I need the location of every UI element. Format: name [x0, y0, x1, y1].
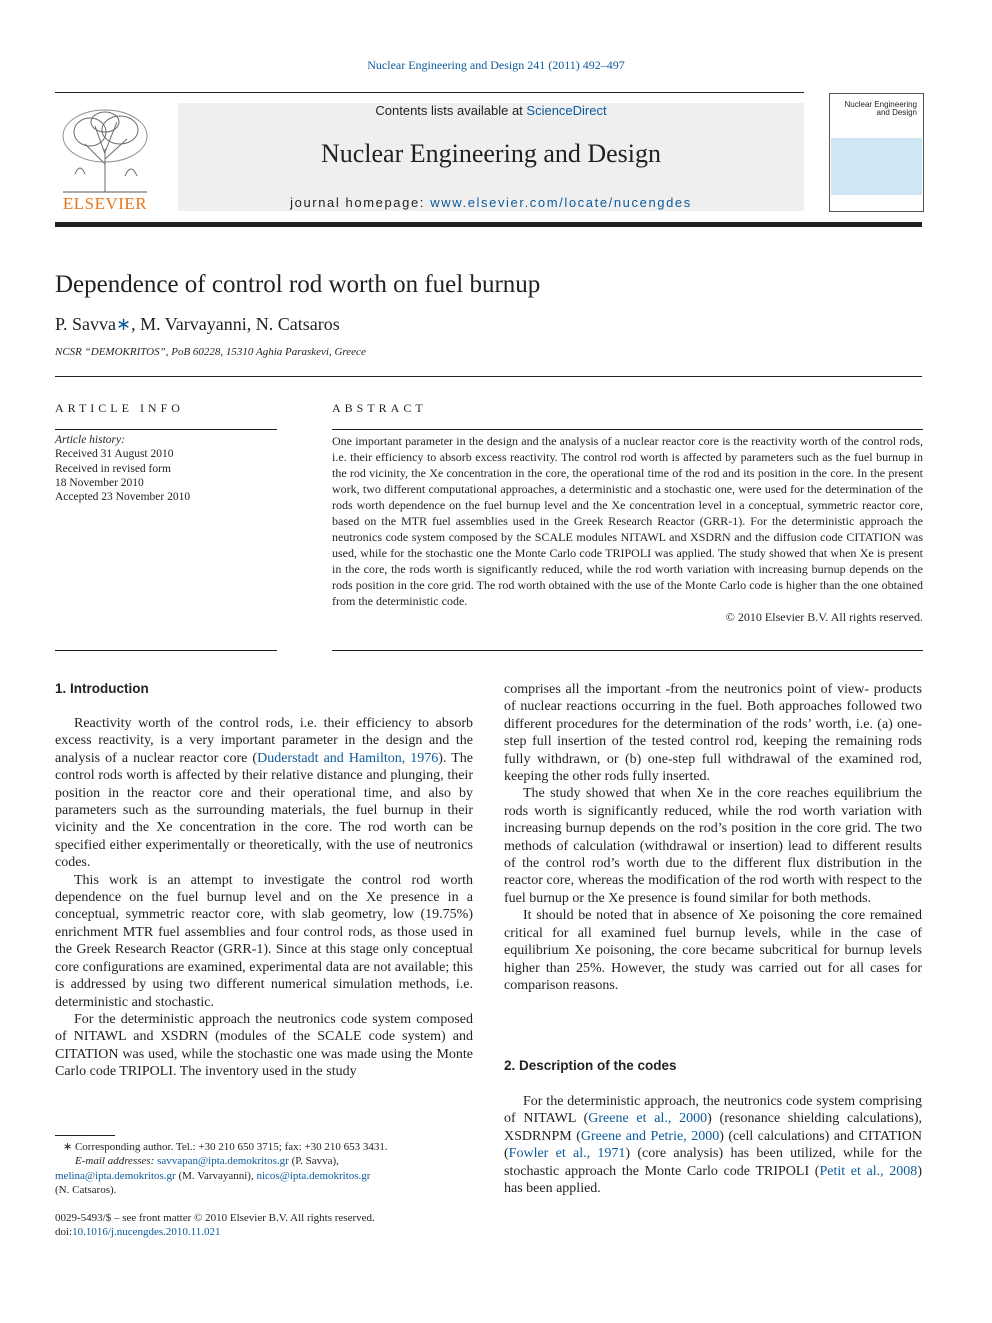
- journal-cover-thumbnail[interactable]: [829, 93, 924, 212]
- article-history: [55, 433, 277, 504]
- corresponding-author-mark[interactable]: ∗: [116, 314, 132, 334]
- paper-title: Dependence of control rod worth on fuel burnup: [55, 271, 541, 298]
- copyright: © 2010 Elsevier B.V. All rights reserved.: [725, 610, 923, 624]
- footnotes: [55, 1140, 473, 1240]
- article-info-bottom-rule: [55, 650, 277, 651]
- article-info-rule: [55, 429, 277, 430]
- paragraph: [55, 715, 473, 872]
- abstract-bottom-rule: [332, 650, 923, 651]
- text: ) (core analysis) has been utilized, while for the stochastic approach the Monte Carlo code TRIPOLI (: [504, 1146, 922, 1179]
- email-link[interactable]: savvapan@ipta.demokritos.gr: [157, 1155, 289, 1168]
- publisher-name: ELSEVIER: [62, 194, 148, 213]
- footnote-rule: [55, 1135, 115, 1136]
- section-2-heading: 2. Description of the codes: [504, 1058, 677, 1073]
- header-rule: [55, 92, 804, 93]
- journal-reference[interactable]: Nuclear Engineering and Design 241 (2011) 492–497: [367, 58, 625, 72]
- paragraph: comprises all the important -from the neutronics point of view- products of nuclear reactions occurring in the fuel. Both approaches followed two different procedures for the determination of the rods’ worth, i.e. (a) one-step full insertion of the tested control rod, keeping the remaining rods fully withdrawn, or (b) one-step full withdrawal of the examined rod, keeping the other rods fully inserted.: [504, 682, 922, 785]
- issn-line: 0029-5493/$ – see front matter © 2010 Elsevier B.V. All rights reserved.: [55, 1212, 375, 1225]
- email-line: [55, 1169, 473, 1183]
- first-author: P. Savva: [55, 314, 117, 334]
- history-label: Article history:: [55, 434, 125, 446]
- email-owner: (M. Varvayanni),: [175, 1169, 257, 1182]
- abstract-text: [332, 433, 923, 625]
- affiliation: NCSR “DEMOKRITOS”, PoB 60228, 15310 Aghia Paraskevi, Greece: [55, 346, 366, 358]
- title-rule: [55, 376, 922, 377]
- text: ) (resonance shielding calculations), XSDRNPM (: [504, 1111, 923, 1144]
- contents-line: [178, 103, 804, 118]
- citation-link[interactable]: Greene and Petrie, 2000: [580, 1128, 720, 1144]
- cover-title: [845, 101, 918, 117]
- citation-link[interactable]: Petit et al., 2008: [819, 1163, 918, 1179]
- paragraph: For the deterministic approach the neutronics code system composed of NITAWL and XSDRN (modules of the SCALE code system) and CITATION was used, while the stochastic one was made using the Monte Carlo code TRIPOLI. The inventory used in the study: [55, 1011, 473, 1080]
- section-2-text: [504, 1093, 922, 1197]
- elsevier-logo: [55, 104, 155, 214]
- history-line: Received 31 August 2010: [55, 448, 174, 461]
- email-line: [55, 1154, 473, 1168]
- citation-link[interactable]: Greene et al., 2000: [588, 1111, 708, 1127]
- contents-prefix: Contents lists available at: [375, 103, 527, 118]
- text: ) has been applied.: [504, 1163, 922, 1197]
- text: Reactivity worth of the control rods, i.e. their efficiency to absorb excess reactivity, is a very important parameter in the design and the analysis of a nuclear reactor core (: [55, 716, 473, 766]
- citation-link[interactable]: Fowler et al., 1971: [508, 1146, 626, 1162]
- email-link[interactable]: melina@ipta.demokritos.gr: [55, 1169, 176, 1182]
- elsevier-tree-icon: [55, 104, 155, 196]
- section-1-heading: 1. Introduction: [55, 681, 149, 696]
- paragraph: [504, 1093, 922, 1197]
- left-column: [55, 715, 473, 1081]
- journal-title: Nuclear Engineering and Design: [320, 139, 662, 168]
- right-column: [504, 681, 922, 994]
- doi-label: doi:: [55, 1226, 73, 1239]
- text: For the deterministic approach, the neutronics code system comprising of NITAWL (: [504, 1094, 922, 1127]
- citation-link[interactable]: Duderstadt and Hamilton, 1976: [257, 750, 439, 766]
- history-line: 18 November 2010: [55, 476, 144, 489]
- paragraph: The study showed that when Xe in the core reaches equilibrium the rods worth is significantly reduced, while the rod worth variation with increasing burnup depends on the rod’s position in the core grid. The two methods of calculation (withdrawal or insertion) lead to different results of the control rod’s worth due to the different flux distribution in the reactor core, whereas the modification of the rod worth with respect to the fuel burnup or the Xe presence is found similar for both methods.: [504, 786, 922, 906]
- email-owner: (N. Catsaros).: [55, 1183, 117, 1196]
- author-list: [55, 314, 340, 335]
- abstract-heading: ABSTRACT: [332, 401, 427, 415]
- doi-link[interactable]: 10.1016/j.nucengdes.2010.11.021: [72, 1226, 221, 1239]
- cover-image: [831, 138, 922, 195]
- email-label: E-mail addresses:: [75, 1155, 155, 1168]
- doi-line: [55, 1225, 473, 1239]
- article-info-heading: ARTICLE INFO: [55, 401, 184, 415]
- paragraph: This work is an attempt to investigate the control rod worth dependence on the fuel burnup level and on the Xe presence in a conceptual, symmetric reactor core, with slab geometry, low (19.75%) enrichment MTR fuel assemblies and four control rods, as those used in the Greek Research Reactor (GRR-1). Since at this stage only conceptual core configurations are examined, experimental data are not available; this is addressed by using two different numerical simulation methods, i.e. deterministic and stochastic.: [55, 872, 473, 1010]
- email-link[interactable]: nicos@ipta.demokritos.gr: [256, 1169, 371, 1182]
- paragraph: It should be noted that in absence of Xe poisoning the core remained critical for all examined fuel burnup levels, while in the case of equilibrium Xe poisoning, the core became subcritical for burnup levels higher than 25%. However, the study was carried out for all cases for comparison reasons.: [504, 908, 922, 993]
- other-authors: , M. Varvayanni, N. Catsaros: [131, 314, 340, 334]
- text: ) (cell calculations) and CITATION (: [504, 1128, 922, 1162]
- corresponding-author-note: ∗ Corresponding author. Tel.: +30 210 650 3715; fax: +30 210 653 3431.: [63, 1141, 388, 1153]
- cover-title-line-1: Nuclear Engineering: [844, 100, 917, 109]
- email-owner: (P. Savva),: [288, 1155, 339, 1168]
- homepage-label: journal homepage:: [290, 195, 431, 210]
- history-line: Received in revised form: [55, 462, 171, 475]
- text: ). The control rods worth is affected by their relative distance and plunging, their position in the reactor core and their operational time, and also by parameters such as the surrounding materials, the fuel burnup in their vicinity and the Xe concentration in the core. The rod worth can be specified either experimentally or theoretically, with the use of neutronics codes.: [55, 750, 474, 871]
- abstract-body: One important parameter in the design and the analysis of a nuclear reactor core is the reactivity worth of the control rods, i.e. their efficiency to absorb excess reactivity. The control rod worth is affected by parameters such as the fuel burnup in the rod vicinity, the Xe concentration in the core, the operational time of the rod and its position in the core. In the present work, two different computational approaches, a deterministic and a stochastic one, were used for the determination of the rods worth dependence on the fuel burnup level and the Xe concentration level in a conceptual, symmetric reactor core, based on the MTR fuel assemblies used in the Greek Research Reactor (GRR-1). For the deterministic approach the neutronics code system composed by the SCALE modules NITAWL and XSDRN and the diffusion code CITATION was used, while for the stochastic one the Monte Carlo code TRIPOLI was applied. The study showed that when Xe is present in the core, the rods worth is significantly reduced, while the rod worth variation with increasing burnup depends on the rods position in the core grid. The rod worth obtained with the use of the Monte Carlo code is higher than the one obtained from the deterministic code.: [332, 434, 923, 608]
- homepage-link[interactable]: www.elsevier.com/locate/nucengdes: [430, 195, 692, 210]
- sciencedirect-link[interactable]: ScienceDirect: [526, 103, 607, 118]
- abstract-rule: [332, 429, 923, 430]
- homepage-line: [178, 195, 804, 210]
- header-thick-rule: [55, 222, 922, 227]
- cover-header: [830, 94, 923, 138]
- cover-title-line-2: and Design: [876, 108, 917, 117]
- history-line: Accepted 23 November 2010: [55, 491, 191, 504]
